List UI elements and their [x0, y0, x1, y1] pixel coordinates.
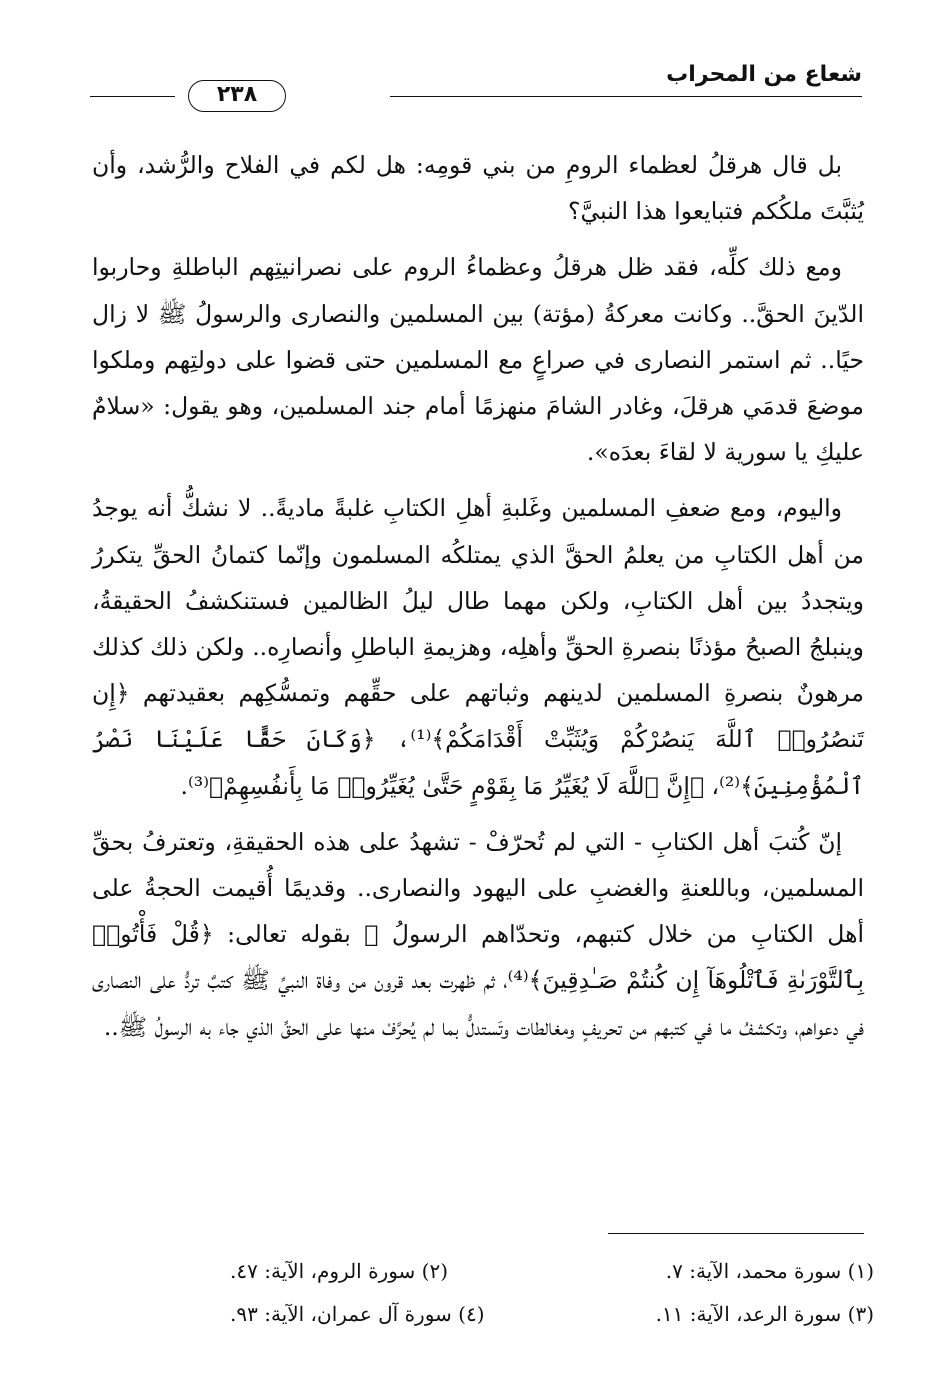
- paragraph: إنّ كُتبَ أهل الكتابِ - التي لم تُحرّفْ - تشهدُ على هذه الحقيقةِ، وتعترفُ بحقِّ المسلمين، وباللعنةِ والغضبِ على اليهود والنصارى.. وقديمًا أُقيمت الحجةُ على أهل الكتابِ من خلال كتبهم، وتحدّاهم الرسولُ ﷺ بقوله تعالى: ﴿قُلْ فَأْتُوا۟ بِٱلتَّوْرَىٰةِ فَٱتْلُوهَآ إِن كُنتُمْ صَـٰدِقِينَ﴾⁽⁴⁾، ثم ظهرت بعد قرون من وفاة النبيِّ ﷺ كتبٌ تردُّ على النصارى في دعواهم، وتكشفُ ما في كتبهم من تحريفٍ ومغالطات وتَستدلُّ بما لم يُحرَّفْ منها على الحقِّ الذي جاء به الرسولُ ﷺ..: [92, 827, 864, 1041]
- footnote: (١) سورة محمد، الآية: ٧.: [665, 1259, 874, 1283]
- footnote: (٤) سورة آل عمران، الآية: ٩٣.: [230, 1302, 485, 1326]
- running-title: شعاع من المحراب: [666, 62, 862, 87]
- header-rule: [390, 96, 862, 97]
- body-text: [92, 142, 864, 1060]
- footnote: (٢) سورة الروم، الآية: ٤٧.: [230, 1259, 449, 1283]
- paragraph: بل قال هرقلُ لعظماء الرومِ من بني قومِه: هل لكم في الفلاح والرُّشد، وأن يُثبَّتَ ملكُكم فتبايعوا هذا النبيَّ؟: [92, 151, 864, 226]
- paragraph: ومع ذلك كلِّه، فقد ظل هرقلُ وعظماءُ الروم على نصرانيتِهم الباطلةِ وحاربوا الدّينَ الحقَّ.. وكانت معركةُ (مؤتة) بين المسلمين والنصارى والرسولُ ﷺ لا زال حيًا.. ثم استمر النصارى في صراعٍ مع المسلمين حتى قضوا على دولتِهم وملكوا موضعَ قدمَي هرقلَ، وغادر الشامَ منهزمًا أمام جند المسلمين، وهو يقول: «سلامٌ عليكِ يا سورية لا لقاءَ بعدَه».: [92, 253, 864, 467]
- paragraph: واليوم، ومع ضعفِ المسلمين وغَلبةِ أهلِ الكتابِ غلبةً ماديةً.. لا نشكُّ أنه يوجدُ من أهل الكتابِ من يعلمُ الحقَّ الذي يمتلكُه المسلمون وإنّما كتمانُ الحقِّ يتكررُ ويتجددُ بين أهل الكتابِ، ولكن مهما طال ليلُ الظالمين فستنكشفُ الحقيقةُ، وينبلجُ الصبحُ مؤذنًا بنصرةِ الحقِّ وأهلِه، وهزيمةِ الباطلِ وأنصارِه.. ولكن ذلك كذلك مرهونٌ بنصرةِ المسلمين لدينهم وثباتهم على حقِّهم وتمسُّكِهم بعقيدتهم ﴿إِن تَنصُرُوا۟ ٱللَّهَ يَنصُرْكُمْ وَيُثَبِّتْ أَقْدَامَكُمْ﴾⁽¹⁾، ﴿وَكَانَ حَقًّا عَلَيْنَا نَصْرُ ٱلْمُؤْمِنِينَ﴾⁽²⁾، ﴿إِنَّ ٱللَّهَ لَا يُغَيِّرُ مَا بِقَوْمٍ حَتَّىٰ يُغَيِّرُوا۟ مَا بِأَنفُسِهِمْ﴾⁽³⁾.: [92, 494, 865, 800]
- page-number-frame: [188, 80, 286, 112]
- footnotes: [230, 1250, 874, 1336]
- page-number: ٢٣٨: [216, 82, 258, 107]
- header-rule: [90, 96, 175, 97]
- footnote: (٣) سورة الرعد، الآية: ١١.: [655, 1302, 874, 1326]
- footnote-row: [230, 1250, 874, 1293]
- page-header: [90, 60, 862, 110]
- footnote-separator: [608, 1233, 864, 1234]
- footnote-row: [230, 1293, 874, 1336]
